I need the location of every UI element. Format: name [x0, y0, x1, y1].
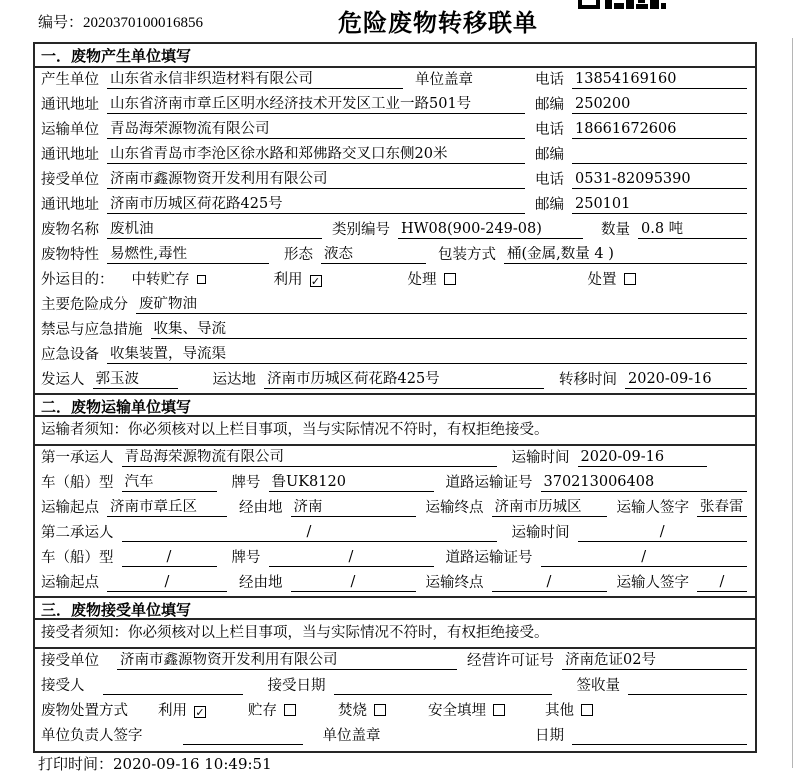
vehicle1-row	[35, 471, 755, 496]
transport-unit-row	[35, 118, 755, 143]
disposal-use-checkbox: ✓	[195, 706, 205, 719]
vehicle2-type-value: /	[122, 549, 217, 567]
producer-unit-row	[35, 68, 755, 93]
disposal-incinerate-label: 焚烧	[338, 703, 367, 719]
waste-traits-label: 废物特性	[41, 247, 99, 263]
transport-phone-label: 电话	[535, 122, 564, 138]
waste-traits-value: 易燃性,毒性	[107, 246, 269, 264]
print-time-label: 打印时间：	[38, 755, 114, 773]
disposal-other-label: 其他	[545, 703, 574, 719]
receive-date-value	[334, 678, 552, 695]
responsible-signature-row	[35, 724, 755, 749]
purpose-use-label: 利用	[273, 272, 303, 288]
transfer-time-label: 转移时间	[559, 372, 617, 388]
transfer-purpose-row	[35, 268, 755, 293]
vehicle1-type-value: 汽车	[122, 474, 217, 492]
license-value: 济南危证02号	[562, 652, 747, 670]
purpose-use-checkbox: ✓	[310, 275, 321, 288]
via2-value: /	[291, 574, 416, 592]
road-permit2-value: /	[541, 549, 748, 567]
producer-zip-value: 250200	[572, 96, 747, 114]
origin2-label: 运输起点	[41, 575, 99, 591]
carrier2-value: /	[122, 524, 497, 542]
waste-name-label: 废物名称	[41, 222, 99, 238]
quantity-label: 数量	[601, 222, 630, 238]
transport-unit-value: 青岛海荣源物流有限公司	[107, 121, 525, 139]
disposal-use-label: 利用	[158, 703, 187, 719]
receiver-notice: 接受者须知：你必须核对以上栏目事项，当与实际情况不符时，有权拒绝接受。	[35, 620, 755, 649]
emergency-equipment-value: 收集装置，导流渠	[107, 346, 747, 364]
disposal-method-label: 废物处置方式	[41, 703, 128, 719]
transporter-sign1-label: 运输人签字	[616, 500, 689, 516]
responsible-sign-label: 单位负责人签字	[41, 728, 143, 744]
hazard-components-label: 主要危险成分	[41, 297, 128, 313]
receive-unit-row	[35, 168, 755, 193]
waste-name-row	[35, 218, 755, 243]
origin1-value: 济南市章丘区	[107, 499, 227, 517]
endpoint2-value: /	[492, 574, 607, 592]
producer-phone-label: 电话	[535, 72, 564, 88]
section3-title: 三．废物接受单位填写	[35, 596, 755, 620]
responsible-sign-value	[183, 728, 303, 745]
receive-address-row	[35, 193, 755, 218]
qr-code-fragment-icon	[578, 0, 666, 9]
print-time-line	[38, 753, 272, 774]
receive-unit-value: 济南市鑫源物资开发利用有限公司	[107, 171, 525, 189]
transport-time2-label: 运输时间	[511, 525, 570, 541]
shipper-row	[35, 368, 755, 393]
waste-name-value: 废机油	[107, 221, 322, 239]
transfer-purpose-label: 外运目的：	[41, 272, 114, 288]
carrier2-label: 第二承运人	[41, 525, 114, 541]
manifest-form	[33, 42, 757, 753]
disposal-incinerate-checkbox	[374, 704, 386, 716]
origin1-label: 运输起点	[41, 500, 99, 516]
receiver-unit-row	[35, 649, 755, 674]
page-edge-line	[792, 38, 793, 768]
category-code-label: 类别编号	[332, 222, 390, 238]
transport-address-label: 通讯地址	[41, 147, 99, 163]
road-permit1-value: 370213006408	[541, 474, 748, 492]
serial-number: 2020370100016856	[83, 15, 204, 31]
receiver-person-row	[35, 674, 755, 699]
producer-address-row	[35, 93, 755, 118]
page-title: 危险废物转移联单	[338, 8, 538, 37]
endpoint1-label: 运输终点	[425, 500, 484, 516]
plate2-value: /	[269, 549, 434, 567]
disposal-landfill-label: 安全填埋	[428, 703, 486, 719]
transporter-sign1-value: 张春雷	[697, 499, 747, 517]
purpose-dispose-label: 处置	[587, 272, 617, 288]
packing-label: 包装方式	[438, 247, 496, 263]
origin2-value: /	[107, 574, 227, 592]
vehicle2-type-label: 车（船）型	[41, 550, 114, 566]
unit-seal-label: 单位盖章	[415, 72, 473, 88]
road-permit2-label: 道路运输证号	[445, 550, 533, 566]
serial-label: 编号：	[38, 13, 84, 31]
receive-zip-value: 250101	[572, 196, 747, 214]
carrier1-label: 第一承运人	[41, 450, 114, 466]
producer-unit-label: 产生单位	[41, 72, 99, 88]
plate1-value: 鲁UK8120	[269, 474, 434, 492]
producer-address-label: 通讯地址	[41, 97, 99, 113]
receive-address-value: 济南市历城区荷花路425号	[107, 196, 525, 214]
transporter-sign2-value: /	[697, 574, 747, 592]
purpose-transfer-storage-label: 中转贮存	[131, 272, 190, 288]
document-header	[0, 0, 796, 42]
via2-label: 经由地	[239, 575, 283, 591]
transfer-time-value: 2020-09-16	[625, 371, 747, 389]
transport-address-row	[35, 143, 755, 168]
route1-row	[35, 496, 755, 521]
transporter-notice: 运输者须知：你必须核对以上栏目事项，当与实际情况不符时，有权拒绝接受。	[35, 417, 755, 446]
transport-time1-label: 运输时间	[511, 450, 570, 466]
license-label: 经营许可证号	[467, 653, 554, 669]
carrier1-value: 青岛海荣源物流有限公司	[122, 449, 497, 467]
emergency-measures-label: 禁忌与应急措施	[41, 322, 143, 338]
receiver-person-value	[103, 678, 243, 695]
transport-unit-label: 运输单位	[41, 122, 99, 138]
producer-phone-value: 13854169160	[572, 71, 747, 89]
receiver-person-label: 接受人	[41, 678, 85, 694]
disposal-storage-checkbox	[284, 704, 296, 716]
packing-value: 桶(金属,数量 4 )	[504, 246, 747, 264]
via1-label: 经由地	[239, 500, 283, 516]
hazard-components-row	[35, 293, 755, 318]
transport-zip-label: 邮编	[535, 147, 564, 163]
disposal-other-checkbox	[581, 704, 593, 716]
waste-traits-row	[35, 243, 755, 268]
transport-address-value: 山东省青岛市李沧区徐水路和郑佛路交叉口东侧20米	[107, 146, 525, 164]
purpose-transfer-storage-checkbox	[197, 275, 206, 284]
transport-phone-value: 18661672606	[572, 121, 747, 139]
purpose-dispose-checkbox	[624, 273, 636, 285]
quantity-value: 0.8 吨	[638, 221, 747, 239]
receive-phone-label: 电话	[535, 172, 564, 188]
transport-time1-value: 2020-09-16	[578, 449, 708, 467]
endpoint2-label: 运输终点	[425, 575, 484, 591]
vehicle2-row	[35, 546, 755, 571]
endpoint1-value: 济南市历城区	[492, 499, 607, 517]
emergency-measures-row	[35, 318, 755, 343]
shipper-value: 郭玉波	[93, 371, 178, 389]
shipper-label: 发运人	[41, 372, 85, 388]
receiver-unit-label: 接受单位	[41, 653, 99, 669]
emergency-measures-value: 收集、导流	[151, 321, 748, 339]
disposal-storage-label: 贮存	[248, 703, 277, 719]
route2-row	[35, 571, 755, 596]
hazard-components-value: 废矿物油	[136, 296, 747, 314]
section2-title: 二．废物运输单位填写	[35, 393, 755, 417]
signed-amount-value	[628, 678, 747, 695]
form-label: 形态	[284, 247, 313, 263]
receive-address-label: 通讯地址	[41, 197, 99, 213]
transport-zip-value	[572, 147, 747, 164]
purpose-treat-checkbox	[444, 273, 456, 285]
producer-address-value: 山东省济南市章丘区明水经济技术开发区工业一路501号	[107, 96, 525, 114]
date-label: 日期	[535, 728, 564, 744]
carrier1-row	[35, 446, 755, 471]
print-time-value: 2020-09-16 10:49:51	[113, 755, 272, 773]
plate2-label: 牌号	[231, 550, 261, 566]
disposal-method-row	[35, 699, 755, 724]
receive-unit-label: 接受单位	[41, 172, 99, 188]
form-value: 液态	[321, 246, 426, 264]
vehicle1-type-label: 车（船）型	[41, 475, 114, 491]
category-code-value: HW08(900-249-08)	[398, 221, 583, 239]
carrier2-row	[35, 521, 755, 546]
receive-phone-value: 0531-82095390	[572, 171, 747, 189]
destination-label: 运达地	[212, 372, 256, 388]
plate1-label: 牌号	[231, 475, 261, 491]
section1-title: 一．废物产生单位填写	[35, 44, 755, 68]
purpose-treat-label: 处理	[407, 272, 437, 288]
transport-time2-value: /	[578, 524, 748, 542]
signed-amount-label: 签收量	[576, 678, 620, 694]
transporter-sign2-label: 运输人签字	[616, 575, 689, 591]
emergency-equipment-label: 应急设备	[41, 347, 99, 363]
destination-value: 济南市历城区荷花路425号	[264, 371, 544, 389]
unit-seal2-label: 单位盖章	[322, 728, 381, 744]
road-permit1-label: 道路运输证号	[445, 475, 533, 491]
receiver-unit-value: 济南市鑫源物资开发利用有限公司	[117, 652, 457, 670]
via1-value: 济南	[291, 499, 416, 517]
producer-zip-label: 邮编	[535, 97, 564, 113]
disposal-landfill-checkbox	[493, 704, 505, 716]
emergency-equipment-row	[35, 343, 755, 368]
date-value	[572, 728, 747, 745]
receive-date-label: 接受日期	[267, 678, 326, 694]
producer-unit-value: 山东省永信非织造材料有限公司	[107, 71, 403, 89]
receive-zip-label: 邮编	[535, 197, 564, 213]
